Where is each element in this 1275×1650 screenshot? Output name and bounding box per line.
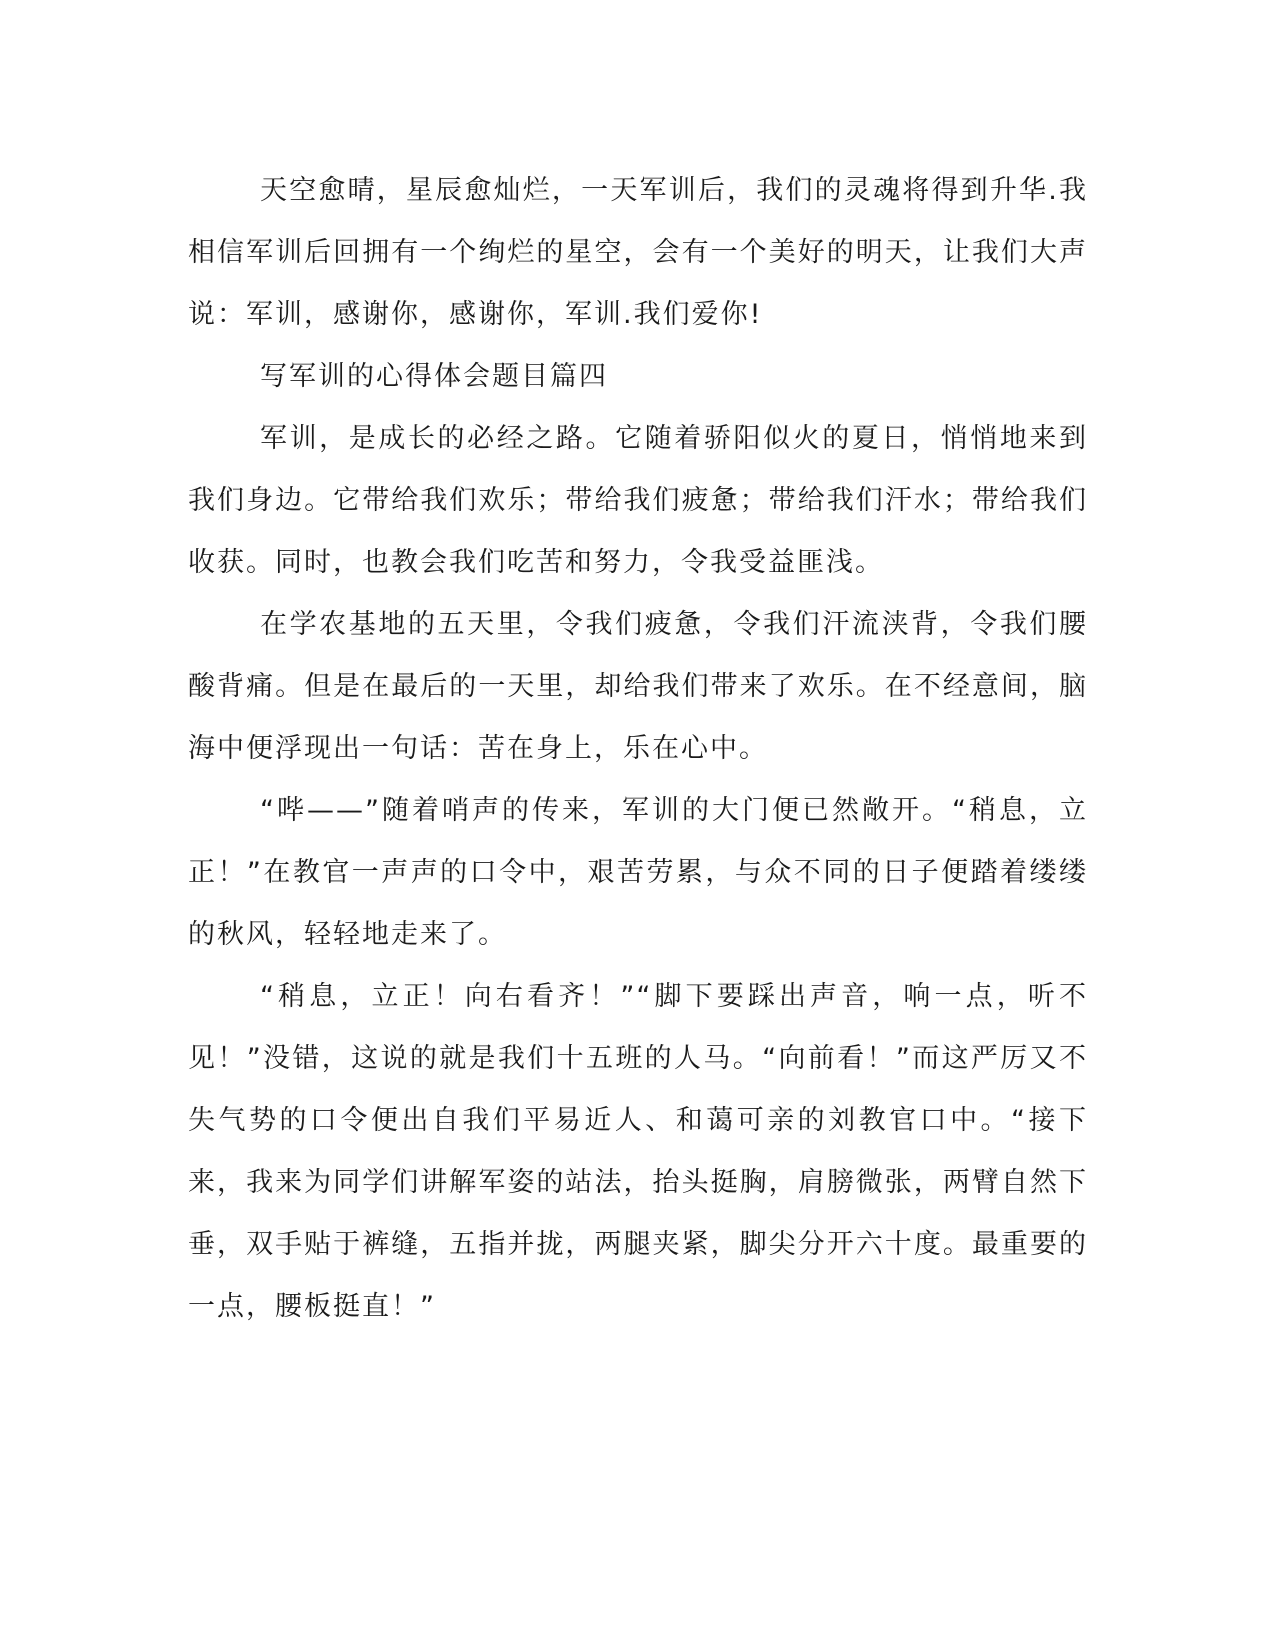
paragraph-intro-closing: 天空愈晴，星辰愈灿烂，一天军训后，我们的灵魂将得到升华.我相信军训后回拥有一个绚烂的星空，会有一个美好的明天，让我们大声说：军训，感谢你，感谢你，军训.我们爱你! [188, 175, 1088, 330]
paragraph-farm-base: 在学农基地的五天里，令我们疲惫，令我们汗流浃背，令我们腰酸背痛。但是在最后的一天里，却给我们带来了欢乐。在不经意间，脑海中便浮现出一句话：苦在身上，乐在心中。 [188, 609, 1088, 764]
paragraph-instructor: “稍息，立正！向右看齐！”“脚下要踩出声音，响一点，听不见！”没错，这说的就是我们十五班的人马。“向前看！”而这严厉又不失气势的口令便出自我们平易近人、和蔼可亲的刘教官口中。“接下来，我来为同学们讲解军姿的站法，抬头挺胸，肩膀微张，两臂自然下垂，双手贴于裤缝，五指并拢，两腿夹紧，脚尖分开六十度。最重要的一点，腰板挺直！” [188, 981, 1088, 1322]
section-heading: 写军训的心得体会题目篇四 [260, 361, 608, 392]
paragraph-growth-path: 军训，是成长的必经之路。它随着骄阳似火的夏日，悄悄地来到我们身边。它带给我们欢乐；带给我们疲惫；带给我们汗水；带给我们收获。同时，也教会我们吃苦和努力，令我受益匪浅。 [188, 423, 1088, 578]
document-body [188, 160, 1088, 1338]
paragraph-whistle: “哔——”随着哨声的传来，军训的大门便已然敞开。“稍息，立正！”在教官一声声的口令中，艰苦劳累，与众不同的日子便踏着缕缕的秋风，轻轻地走来了。 [188, 795, 1088, 950]
